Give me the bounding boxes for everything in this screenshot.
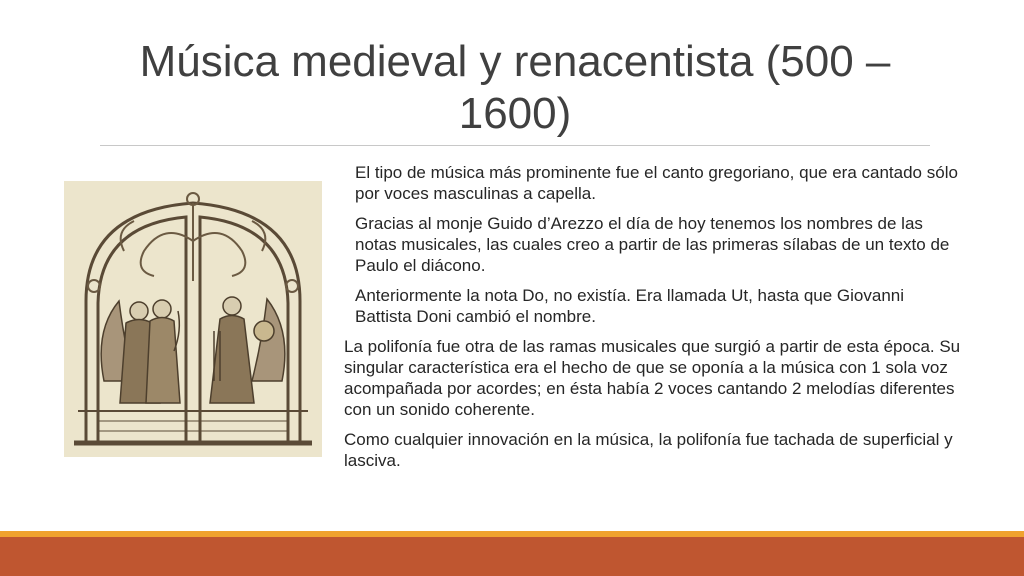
paragraph-gregorian-chant: El tipo de música más prominente fue el canto gregoriano, que era cantado sólo por voces masculinas a capella. (355, 163, 958, 203)
paragraph-ut-do: Anteriormente la nota Do, no existía. Era llamada Ut, hasta que Giovanni Battista Doni cambió el nombre. (355, 286, 905, 326)
body-text (344, 162, 964, 480)
paragraph-polyphony-criticism: Como cualquier innovación en la música, la polifonía fue tachada de superficial y lasciva. (344, 430, 953, 470)
medieval-angels-illustration (64, 181, 322, 457)
paragraph-guido-darezzo: Gracias al monje Guido d’Arezzo el día de hoy tenemos los nombres de las notas musicales, las cuales creo a partir de las primeras sílabas de un texto de Paulo el diácono. (355, 214, 950, 275)
paragraph-polyphony: La polifonía fue otra de las ramas musicales que surgió a partir de esta época. Su singular característica era el hecho de que se oponía a la música con 1 sola voz acompañada por acordes; en ésta había 2 voces cantando 2 melodías diferentes con un sonido coherente. (344, 337, 961, 419)
slide-title: Música medieval y renacentista (500 – 1600) (139, 37, 891, 138)
title-divider (100, 145, 930, 146)
footer-bar (0, 537, 1024, 576)
